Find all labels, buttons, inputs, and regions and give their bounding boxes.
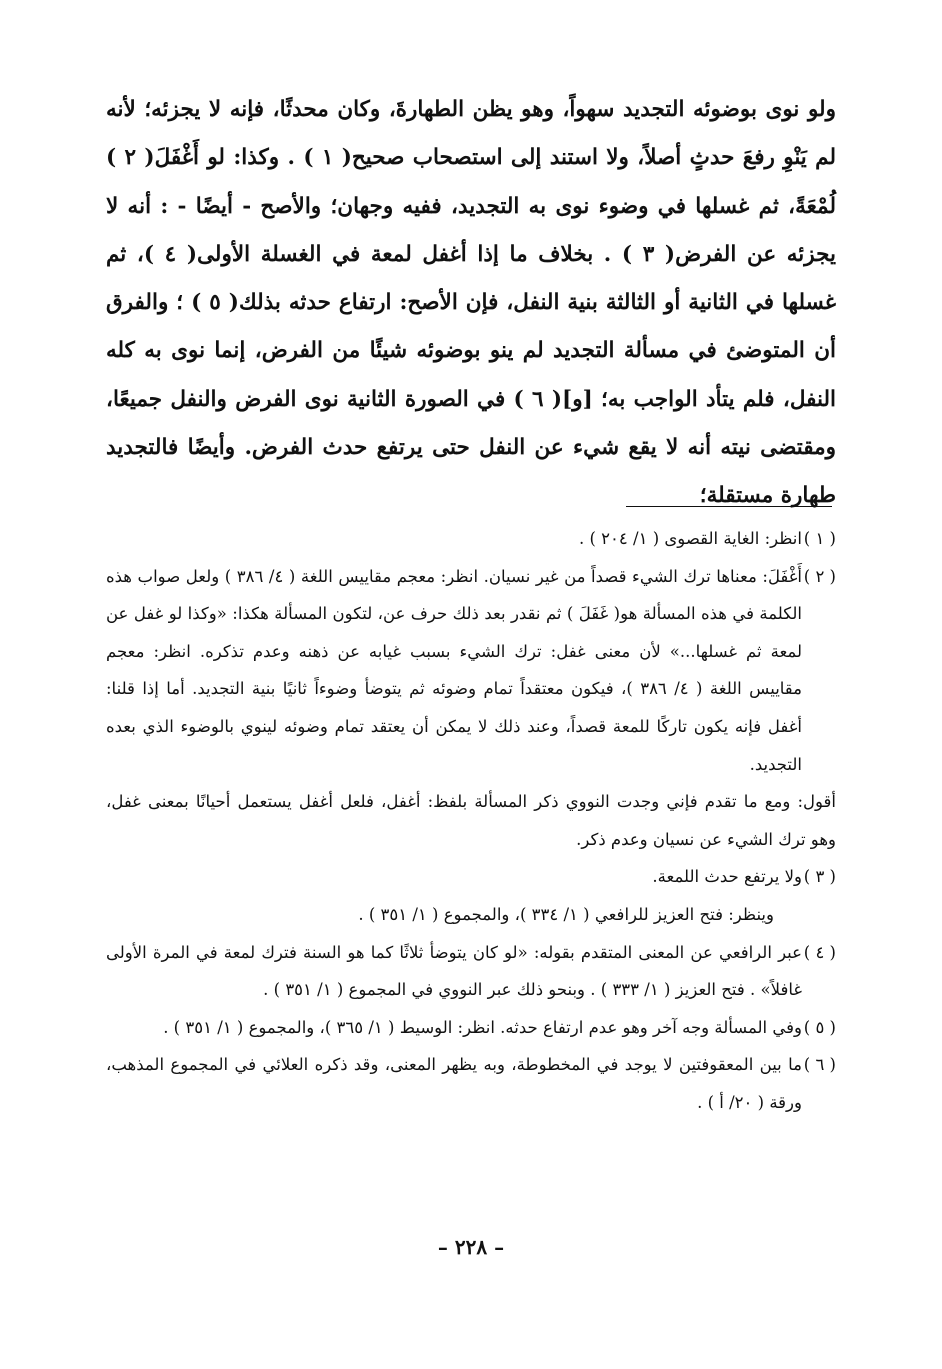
footnote-number: ( ٣ ) [803, 867, 836, 887]
footnote-text: ما بين المعقوفتين لا يوجد في المخطوطة، وبه يظهر المعنى، وقد ذكره العلائي في المجموع المذهب، ورقة ( ٢٠/ أ ) . [106, 1055, 802, 1112]
footnote-text: وينظر: فتح العزيز للرافعي ( ١/ ٣٣٤ )، والمجموع ( ١/ ٣٥١ ) . [358, 904, 774, 924]
footnote-number: ( ٢ ) [803, 566, 836, 586]
footnote-text: أَغْفَلَ: معناها ترك الشيء قصداً من غير نسيان. انظر: معجم مقاييس اللغة ( ٤/ ٣٨٦ ) ولعل صواب هذه الكلمة في هذه المسألة هو( غَفَلَ ) ثم نقدر بعد ذلك حرف عن، لتكون المسألة هكذا: «وكذا لو غفل عن لمعة ثم غسلها...» لأن معنى غفل: ترك الشيء بسبب غيابه عن ذهنه وعدم تذكره. انظر: معجم مقاييس اللغة ( ٤/ ٣٨٦ )، فيكون معتقداً تمام وضوئه ثم يتوضأ وضوءاً ثانيًا بنية التجديد. أما إذا قلنا: أغفل فإنه يكون تاركًا للمعة قصداً، وعند ذلك لا يمكن أن يعتقد تمام وضوئه لينوي بالوضوء الذي بعده التجديد. [106, 566, 802, 774]
footnote-3-ref [106, 896, 836, 934]
page-number: – ٢٢٨ – [437, 1235, 505, 1259]
footnote-number: ( ١ ) [803, 529, 836, 548]
footnote-2-comment [106, 783, 836, 858]
footnote-number: ( ٦ ) [803, 1055, 836, 1075]
footnote-number: ( ٥ ) [803, 1017, 836, 1037]
footnote-text: أقول: ومع ما تقدم فإني وجدت النووي ذكر المسألة بلفظ: أغفل، فلعل أغفل يستعمل أحيانًا بمعنى غفل، وهو ترك الشيء عن نسيان وعدم ذكر. [106, 792, 836, 849]
footnote-text: ولا يرتفع حدث اللمعة. [652, 867, 802, 887]
footnote-4 [106, 934, 836, 1009]
footnote-text: عبر الرافعي عن المعنى المتقدم بقوله: «لو كان يتوضأ ثلاثًا كما هو السنة فترك لمعة في المرة الأولى غافلاً» . فتح العزيز ( ١/ ٣٣٣ ) . وبنحو ذلك عبر النووي في المجموع ( ١/ ٣٥١ ) . [106, 942, 802, 1000]
footnotes [106, 520, 836, 1122]
footnote-6 [106, 1046, 836, 1121]
footnote-3 [106, 858, 836, 896]
footnote-number: ( ٤ ) [803, 942, 836, 962]
main-text-block [106, 86, 836, 521]
footnote-5 [106, 1009, 836, 1047]
footnote-2 [106, 558, 836, 784]
footnote-1 [106, 520, 836, 558]
footnote-text: انظر: الغاية القصوى ( ١/ ٢٠٤ ) . [579, 529, 802, 548]
footnote-separator [626, 506, 832, 507]
footnote-text: وفي المسألة وجه آخر وهو عدم ارتفاع حدثه. انظر: الوسيط ( ١/ ٣٦٥ )، والمجموع ( ١/ ٣٥١ ) . [163, 1017, 802, 1037]
main-paragraph: ولو نوى بوضوئه التجديد سهواً، وهو يظن الطهارةَ، وكان محدثًا، فإنه لا يجزئه؛ لأنه لم يَنْوِ رفعَ حدثٍ أصلاً، ولا استند إلى استصحاب صحيح( ١ ) . وكذا: لو أَغْفَلَ( ٢ ) لُمْعَةً، ثم غسلها في وضوء نوى به التجديد، ففيه وجهان؛ والأصح - أيضًا - : أنه لا يجزئه عن الفرض( ٣ ) . بخلاف ما إذا أغفل لمعة في الغسلة الأولى( ٤ )، ثم غسلها في الثانية أو الثالثة بنية النفل، فإن الأصح: ارتفاع حدثه بذلك( ٥ ) ؛ والفرق أن المتوضئ في مسألة التجديد لم ينو بوضوئه شيئًا من الفرض، إنما نوى به كله النفل، فلم يتأد الواجب به؛ [و]( ٦ ) في الصورة الثانية نوى الفرض والنفل جميعًا، ومقتضى نيته أنه لا يقع شيء عن النفل حتى يرتفع حدث الفرض. وأيضًا فالتجديد طهارة مستقلة؛ [106, 97, 837, 509]
